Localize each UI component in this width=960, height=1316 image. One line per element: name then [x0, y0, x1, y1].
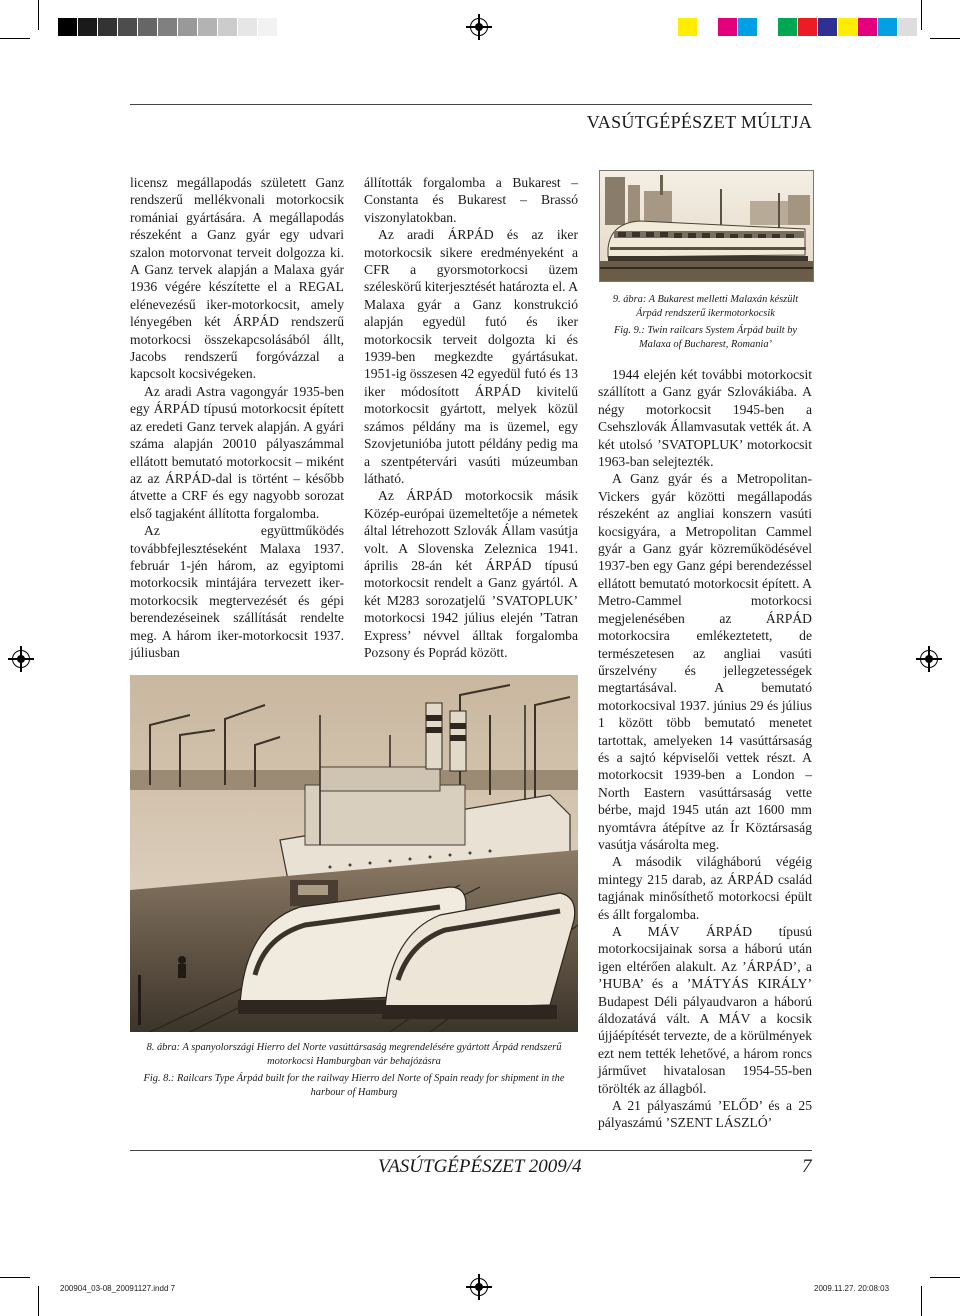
color-swatch — [678, 18, 698, 36]
paragraph: A 21 pályaszámú ’ELŐD’ és a 25 pályaszámú ’SZENT LÁSZLÓ’ — [598, 1098, 812, 1131]
caption-english: Fig. 8.: Railcars Type Árpád built for the railway Hierro del Norte of Spain ready for shipment in the harbour of Hamburg — [143, 1073, 565, 1098]
registration-mark-icon — [470, 18, 488, 36]
paragraph: Az aradi Astra vagongyár 1935-ben egy ÁRPÁD típusú motorkocsit épített az eredeti Ganz tervek alapján. A gyári száma alapján 20010 pályaszámmal ellátott bemutató motorkocsit – miként az az ÁRPÁD-dal is történt – később átvette a CRF és egy nagyobb sorozat első tagjaként állította forgalomba. — [130, 383, 344, 521]
color-swatch — [98, 18, 118, 36]
crop-mark — [930, 38, 960, 39]
text-column-2 — [364, 174, 578, 661]
header-rule — [130, 104, 812, 105]
paragraph: állították forgalomba a Bukarest – Constanta és Bukarest – Brassó viszonylatokban. — [364, 175, 578, 225]
page-number: 7 — [802, 1156, 812, 1177]
paragraph: A Ganz gyár és a Metropolitan-Vickers gyár közötti megállapodás részeként az angliai konszern vasúti kocsigyára, a Metropolitan Cammel gyár a Ganz gyár közreműködésével 1937-ben egy Ganz gépi berendezéssel ellátott bemutató motorkocsit épített. A Metro-Cammel motorkocsi megjelenésében az ÁRPÁD motorkocsira emlékeztetett, de természetesen az angliai vasúti űrszelvény és jellegzetességek megtartásával. A bemutató motorkocsival 1937. június 29 és július 1 között több bemutató menetet tartottak, amelyeken 14 vasúttársaság és a sajtó képviselői vettek részt. A motorkocsit 1939-ben a London – North Eastern vasúttársaság vette bérbe, majd 1945 után azt 1600 mm nyomtávra átépítve az Ír Köztársaság vasútja vásárolta meg. — [598, 471, 812, 852]
crop-mark — [38, 0, 39, 30]
grayscale-swatch-bar — [58, 18, 298, 36]
color-swatch — [758, 18, 778, 36]
crop-mark — [0, 38, 30, 39]
text-column-3 — [598, 366, 812, 1132]
figure-8-caption — [130, 1041, 578, 1099]
section-title: VASÚTGÉPÉSZET MÚLTJA — [586, 112, 812, 132]
color-swatch — [778, 18, 798, 36]
color-swatch — [218, 18, 238, 36]
color-swatch — [838, 18, 858, 36]
paragraph: Az együttműködés továbbfejlesztéseként Malaxa 1937. február 1-jén három, az egyiptomi motorkocsik mintájára tervezett iker-motorkocsik megtervezését és gépi berendezéseinek szállítását rendelte meg. A három iker-motorkocsit 1937. júliusban — [130, 523, 344, 660]
file-slug: 200904_03-08_20091127.indd 7 — [60, 1284, 176, 1293]
color-swatch — [698, 18, 718, 36]
color-swatch — [78, 18, 98, 36]
paragraph: 1944 elején két további motorkocsit szállított a Ganz gyár Szlovákiába. A négy motorkocsit 1945-ben a Csehszlovák Államvasutak vették át. A két utolsó ’SVATOPLUK’ motorkocsit 1963-ban selejtezték. — [598, 367, 812, 470]
caption-english: Fig. 9.: Twin railcars System Árpád built by Malaxa of Bucharest, Romania’ — [613, 325, 798, 350]
color-swatch — [138, 18, 158, 36]
caption-hungarian: 9. ábra: A Bukarest melletti Malaxán készült Árpád rendszerű ikermotorkocsik — [612, 294, 799, 319]
crop-mark — [921, 1286, 922, 1316]
registration-mark-icon — [12, 650, 30, 668]
figure-9-caption — [599, 293, 812, 351]
footer-rule — [130, 1150, 812, 1151]
registration-mark-icon — [470, 1278, 488, 1296]
color-swatch — [798, 18, 818, 36]
color-swatch — [198, 18, 218, 36]
color-swatch — [58, 18, 78, 36]
color-swatch — [258, 18, 278, 36]
color-swatch — [738, 18, 758, 36]
text-column-1 — [130, 174, 344, 661]
color-swatch — [238, 18, 258, 36]
color-swatch — [898, 18, 918, 36]
color-swatch — [718, 18, 738, 36]
registration-mark-icon — [920, 650, 938, 668]
color-swatch — [118, 18, 138, 36]
color-swatch — [278, 18, 298, 36]
crop-mark — [921, 0, 922, 30]
crop-mark — [38, 1286, 39, 1316]
color-swatch — [178, 18, 198, 36]
paragraph: Az aradi ÁRPÁD és az iker motorkocsik sikere eredményeként a CFR a gyorsmotorkocsi üzem széleskörű kiterjesztését határozta el. A Malaxa gyár a Ganz konstrukció alapján egyedül futó és iker motorkocsik terveit dolgozta ki és 1939-ben megkezdte gyártásukat. 1951-ig összesen 42 egyedül futó és 13 iker módosított ÁRPÁD kivitelű motorkocsit gyártott, melyek közül számos példány ma is üzemel, egy Szovjetunióba jutott példány pedig ma a szentpétervári vasúti múzeumban látható. — [364, 227, 579, 486]
color-swatch-bar — [678, 18, 918, 36]
color-swatch — [158, 18, 178, 36]
paragraph: A második világháború végéig mintegy 215 darab, az ÁRPÁD család tagjának minősíthető motorkocsi épült és állt forgalomba. — [598, 854, 812, 922]
journal-title: VASÚTGÉPÉSZET 2009/4 — [378, 1156, 582, 1177]
caption-hungarian: 8. ábra: A spanyolországi Hierro del Norte vasúttársaság megrendelésére gyártott Árpád rendszerű motorkocsi Hamburgban vár behajózásra — [146, 1042, 562, 1067]
crop-mark — [0, 1277, 30, 1278]
crop-mark — [930, 1277, 960, 1278]
color-swatch — [878, 18, 898, 36]
railcar-photo — [599, 170, 814, 282]
paragraph: Az ÁRPÁD motorkocsik másik Közép-európai üzemeltetője a németek által létrehozott Szlovák Állam vasútja volt. A Slovenska Zeleznica 1941. április 28-án két ÁRPÁD típusú motorkocsit rendelt a Ganz gyártól. A két M283 sorozatjelű ’SVATOPLUK’ motorkocsi 1942 július elején ’Tatran Express’ névvel álltak forgalomba Pozsony és Poprád között. — [364, 488, 578, 660]
timestamp-slug: 2009.11.27. 20:08:03 — [814, 1284, 890, 1293]
harbour-photo — [130, 675, 578, 1032]
color-swatch — [818, 18, 838, 36]
color-swatch — [858, 18, 878, 36]
paragraph: licensz megállapodás született Ganz rendszerű mellékvonali motorkocsik romániai gyártására. A megállapodás részeként a Ganz gyár egy udvari szalon motorvonat terveit dolgozza ki. A Ganz tervek alapján a Malaxa gyár 1936 végére készítette el a REGAL elénevezésű iker-motorkocsit, amely lényegében két ÁRPÁD rendszerű motorkocsi összekapcsolásából állt, Jacobs rendszerű forgóvázzal a kapcsolt kocsivégeken. — [130, 175, 344, 382]
paragraph: A MÁV ÁRPÁD típusú motorkocsijainak sorsa a háború után igen eltérően alakult. Az ’ÁRPÁD’, a ’HUBA’ és a ’MÁTYÁS KIRÁLY’ Budapest Déli pályaudvaron a háború áldozatává vált. A MÁV a kocsik újjáépítését tervezte, de a körülmények ezt nem tették lehetővé, a három roncs járművet hivatalosan 1954-55-ben törölték az állagból. — [598, 924, 812, 1096]
